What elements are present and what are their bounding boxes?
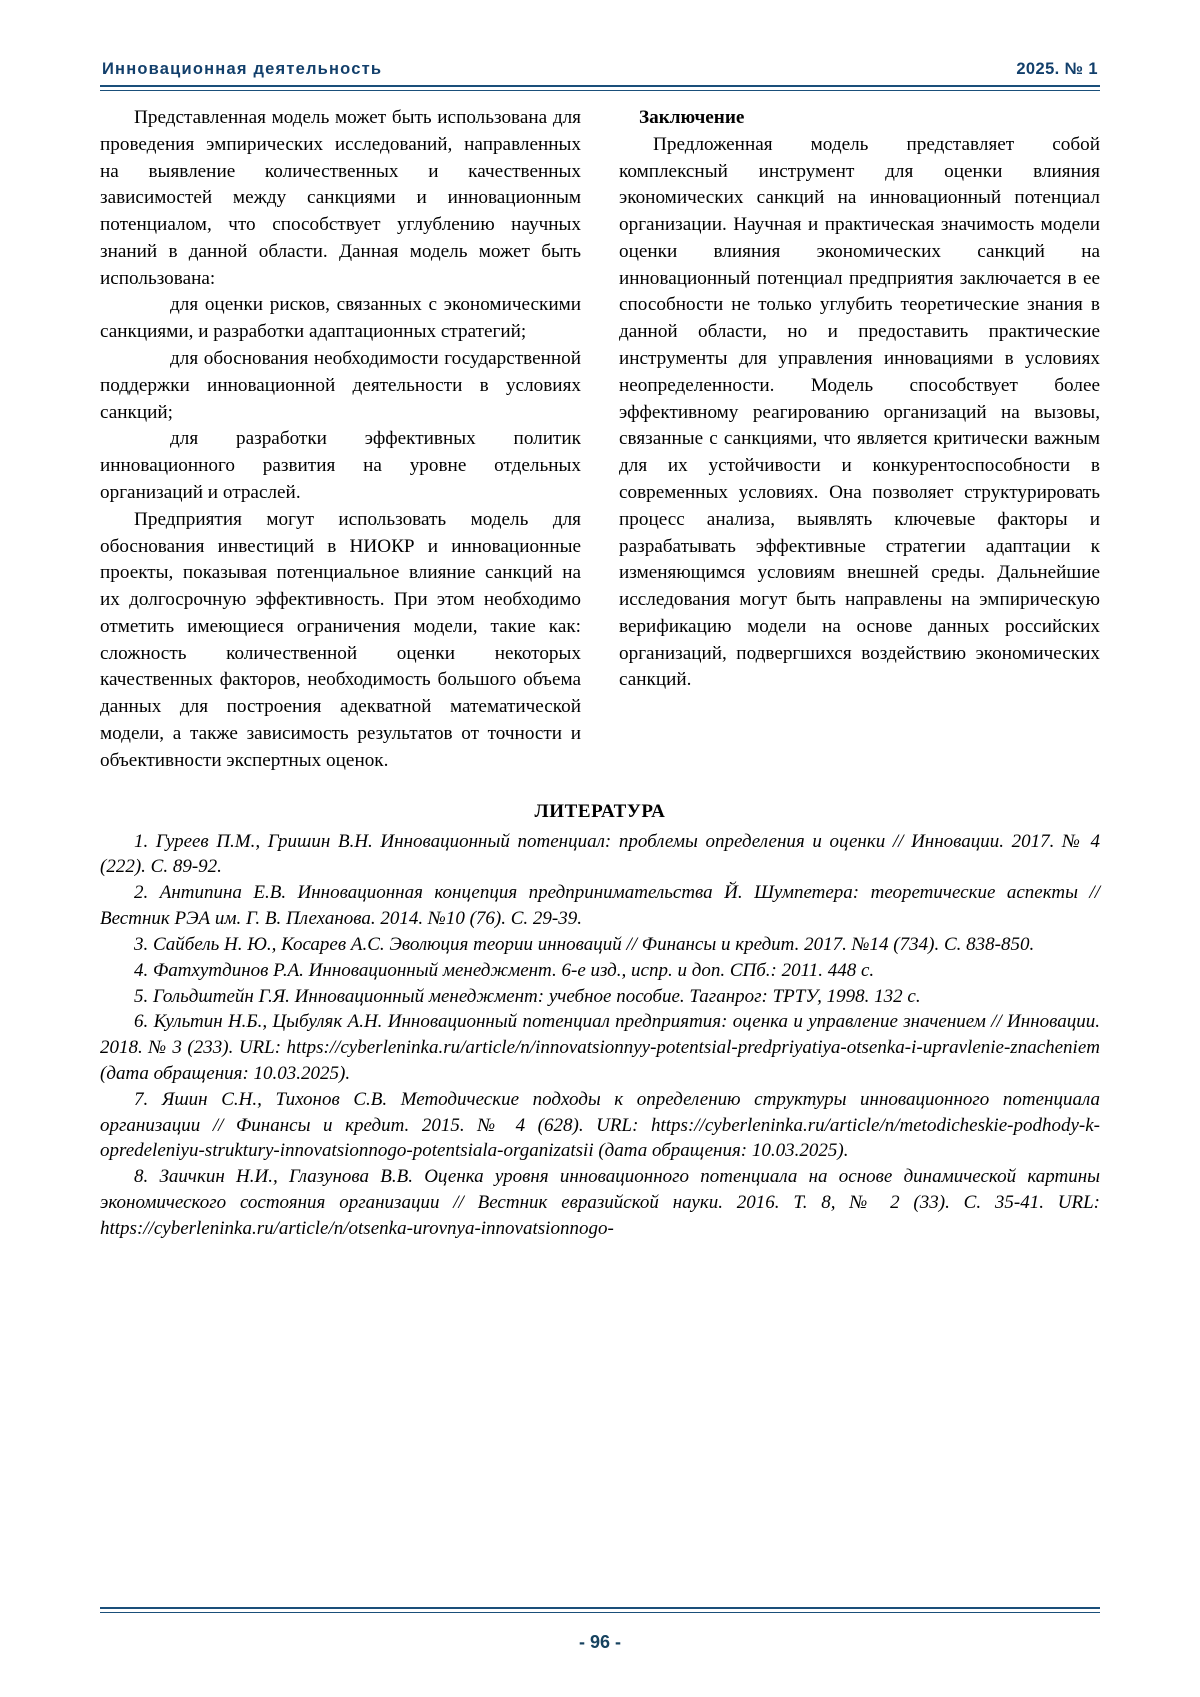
- reference-item: 5. Гольдштейн Г.Я. Инновационный менеджмент: учебное пособие. Таганрог: ТРТУ, 1998. 132 с.: [134, 985, 921, 1007]
- footer-divider: [100, 1607, 1100, 1613]
- two-column-body: [100, 105, 1100, 775]
- reference-item: 7. Яшин С.Н., Тихонов С.В. Методические подходы к определению структуры инновационного потенциала организации // Финансы и кредит. 2015. № 4 (628). URL: https://cyberleninka.ru/article/n/metodicheskie-podhody-k-opredeleniyu-struktury-innovatsionnogo-potentsiala-organizatsii (дата обращения: 10.03.2025).: [100, 1088, 1100, 1162]
- reference-item: 4. Фатхутдинов Р.А. Инновационный менеджмент. 6-е изд., испр. и доп. СПб.: 2011. 448 с.: [134, 959, 875, 981]
- reference-item: 8. Заичкин Н.И., Глазунова В.В. Оценка уровня инновационного потенциала на основе динамической картины экономического состояния организации // Вестник евразийской науки. 2016. Т. 8, № 2 (33). С. 35-41. URL: https://cyberleninka.ru/article/n/otsenka-urovnya-innovatsionnogo-: [100, 1166, 1100, 1239]
- paragraph: Предложенная модель представляет собой комплексный инструмент для оценки влияния экономических санкций на инновационный потенциал организации. Научная и практическая значимость модели оценки влияния экономических санкций на инновационный потенциал предприятия заключается в ее способности не только углубить теоретические знания в данной области, но и предоставить практические инструменты для управления инновациями в условиях неопределенности. Модель способствует более эффективному реагированию организаций на вызовы, связанные с санкциями, что является критически важным для их устойчивости и конкурентоспособности в современных условиях. Она позволяет структурировать процесс анализа, выявлять ключевые факторы и разрабатывать эффективные стратегии адаптации к изменяющимся условиям внешней среды. Дальнейшие исследования могут быть направлены на эмпирическую верификацию модели на основе данных российских организаций, подвергшихся воздействию экономических санкций.: [619, 133, 1100, 691]
- paragraph: Представленная модель может быть использована для проведения эмпирических исследований, направленных на выявление количественных и качественных зависимостей между санкциями и инновационным потенциалом, что способствует углублению научных знаний в данной области. Данная модель может быть использована:: [100, 107, 581, 289]
- header-divider: [100, 85, 1100, 91]
- page-number: - 96 -: [578, 1632, 621, 1652]
- journal-title: Инновационная деятельность: [102, 60, 383, 78]
- paragraph: для обоснования необходимости государственной поддержки инновационной деятельности в условиях санкций;: [100, 348, 581, 423]
- references-list: [100, 829, 1100, 1242]
- paragraph: для оценки рисков, связанных с экономическими санкциями, и разработки адаптационных стратегий;: [100, 294, 581, 343]
- issue-label: 2025. № 1: [1016, 60, 1098, 78]
- reference-item: 3. Сайбель Н. Ю., Косарев А.С. Эволюция теории инноваций // Финансы и кредит. 2017. №14 (734). С. 838-850.: [134, 933, 1035, 955]
- paragraph: Предприятия могут использовать модель для обоснования инвестиций в НИОКР и инновационные проекты, показывая потенциальное влияние санкций на их долгосрочную эффективность. При этом необходимо отметить имеющиеся ограничения модели, такие как: сложность количественной оценки некоторых качественных факторов, необходимость большого объема данных для построения адекватной математической модели, а также зависимость результатов от точности и объективности экспертных оценок.: [100, 508, 581, 771]
- running-head: [100, 60, 1100, 85]
- references-title: ЛИТЕРАТУРА: [534, 800, 666, 822]
- reference-item: 1. Гуреев П.М., Гришин В.Н. Инновационный потенциал: проблемы определения и оценки // Инновации. 2017. № 4 (222). С. 89-92.: [100, 830, 1100, 878]
- section-heading: Заключение: [639, 107, 745, 128]
- left-column: [100, 105, 581, 775]
- reference-item: 6. Культин Н.Б., Цыбуляк А.Н. Инновационный потенциал предприятия: оценка и управление значением // Инновации. 2018. № 3 (233). URL: https://cyberleninka.ru/article/n/innovatsionnyy-potentsial-predpriyatiya-otsenka-i-upravlenie-znacheniem (дата обращения: 10.03.2025).: [100, 1011, 1100, 1084]
- right-column: [619, 105, 1100, 694]
- reference-item: 2. Антипина Е.В. Инновационная концепция предпринимательства Й. Шумпетера: теоретические аспекты // Вестник РЭА им. Г. В. Плеханова. 2014. №10 (76). С. 29-39.: [100, 882, 1100, 930]
- paragraph: для разработки эффективных политик инновационного развития на уровне отдельных организаций и отраслей.: [100, 428, 581, 503]
